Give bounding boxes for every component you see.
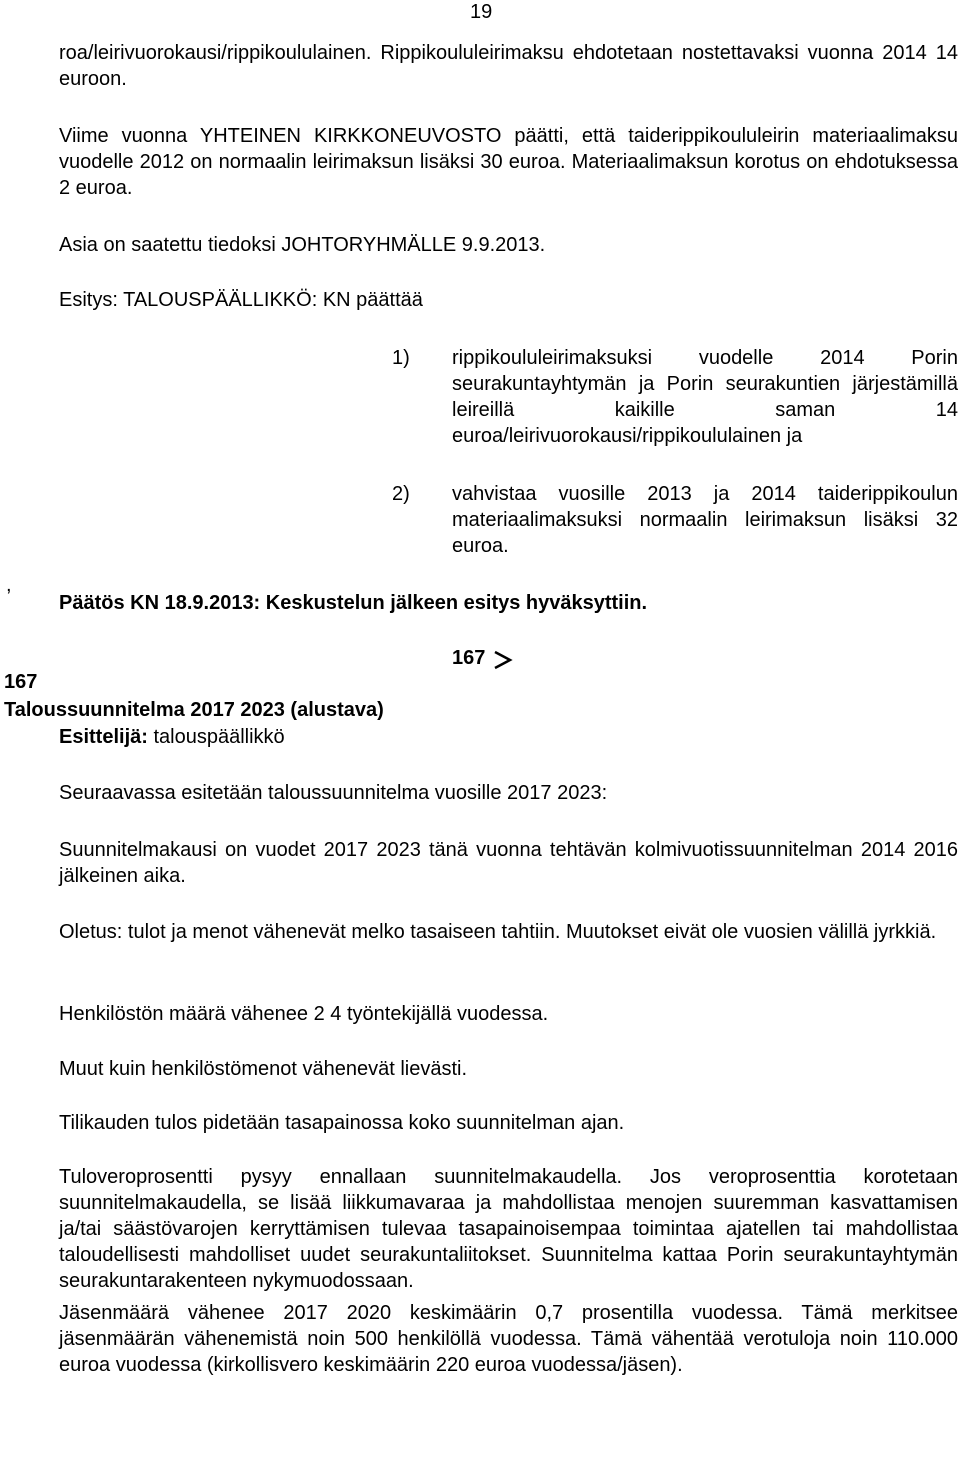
paragraph-material-fee: Viime vuonna YHTEINEN KIRKKONEUVOSTO päätti, että taiderippikoululeirin materiaalimaksu vuodelle 2012 on normaalin leirimaksun lisäksi 30 euroa. Materiaalimaksun korotus on ehdotuksessa 2 euroa. — [59, 125, 958, 199]
proposal-line — [59, 287, 423, 313]
proposal-label: Esitys: — [59, 289, 118, 311]
section-marker: 167 — [452, 647, 486, 669]
item-number-2: 2) — [392, 483, 410, 505]
page-number: 19 — [470, 1, 493, 23]
section-title: Taloussuunnitelma 2017 2023 (alustava) — [4, 699, 384, 721]
paragraph-notified: Asia on saatettu tiedoksi JOHTORYHMÄLLE 9.9.2013. — [59, 234, 546, 256]
body-assumption: Oletus: tulot ja menot vähenevät melko tasaiseen tahtiin. Muutokset eivät ole vuosien välillä jyrkkiä. — [59, 921, 937, 943]
item-number-1: 1) — [392, 347, 410, 369]
proposal-text: TALOUSPÄÄLLIKKÖ: KN päättää — [123, 289, 423, 311]
body-plan-period: Suunnitelmakausi on vuodet 2017 2023 tänä vuonna tehtävän kolmivuotissuunnitelman 2014 2016 jälkeinen aika. — [59, 839, 958, 887]
decision-line: Päätös KN 18.9.2013: Keskustelun jälkeen esitys hyväksyttiin. — [59, 592, 648, 614]
stray-comma: , — [6, 574, 12, 596]
item-text-2: vahvistaa vuosille 2013 ja 2014 taiderippikoulun materiaalimaksuksi normaalin leirimaksun lisäksi 32 euroa. — [452, 483, 958, 557]
body-tax-rate: Tuloveroprosentti pysyy ennallaan suunnitelmakaudella. Jos veroprosenttia korotetaan suunnitelmakaudella, se lisää liikkumavaraa ja mahdollistaa menojen suuremman kasvattamisen ja/tai säästövarojen kerryttämisen tulevaa tasapainoisempaa toimintaa ajatellen tai mahdollistaa taloudellisesti mahdolliset uudet seurakuntaliitokset. Suunnitelma kattaa Porin seurakuntayhtymän seurakuntarakenteen nykymuodossaan. — [59, 1166, 958, 1292]
body-other-costs: Muut kuin henkilöstömenot vähenevät lievästi. — [59, 1058, 468, 1080]
presenter-line — [59, 724, 285, 750]
section-number: 167 — [4, 671, 38, 693]
presenter-label: Esittelijä: — [59, 726, 148, 748]
item-text-1: rippikoululeirimaksuksi vuodelle 2014 Porin seurakuntayhtymän ja Porin seurakuntien järjestämillä leireillä kaikille saman 14 euroa/leirivuorokausi/rippikoululainen ja — [452, 347, 958, 447]
paragraph-camp-fee: roa/leirivuorokausi/rippikoululainen. Rippikoululeirimaksu ehdotetaan nostettavaksi vuonna 2014 14 euroon. — [59, 42, 958, 90]
body-intro: Seuraavassa esitetään taloussuunnitelma vuosille 2017 2023: — [59, 782, 608, 804]
presenter-name: talouspäällikkö — [153, 726, 285, 748]
body-membership: Jäsenmäärä vähenee 2017 2020 keskimäärin 0,7 prosentilla vuodessa. Tämä merkitsee jäsenmäärän vähenemistä noin 500 henkilöllä vuodessa. Tämä vähentää verotuloja noin 110.000 euroa vuodessa (kirkollisvero keskimäärin 220 euroa vuodessa/jäsen). — [59, 1302, 958, 1376]
body-result: Tilikauden tulos pidetään tasapainossa koko suunnitelman ajan. — [59, 1112, 625, 1134]
body-staff: Henkilöstön määrä vähenee 2 4 työntekijällä vuodessa. — [59, 1003, 549, 1025]
section-symbol-icon — [493, 648, 513, 670]
